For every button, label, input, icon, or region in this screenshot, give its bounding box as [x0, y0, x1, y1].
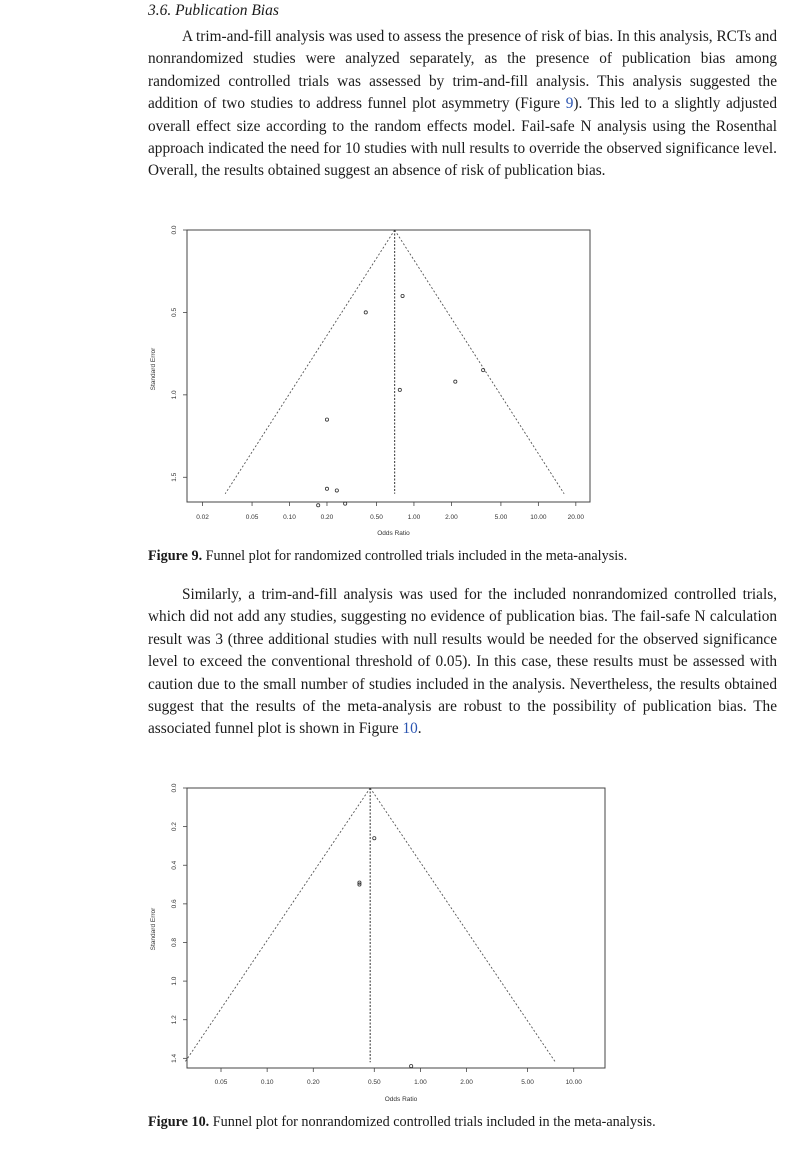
x-tick-label: 10.00 — [565, 1079, 582, 1086]
x-tick-label: 0.20 — [306, 1079, 320, 1086]
paragraph-2 — [148, 584, 777, 741]
y-tick-label: 1.0 — [171, 976, 178, 986]
x-tick-label: 0.50 — [370, 514, 383, 521]
x-axis-label: Odds Ratio — [377, 530, 410, 537]
study-point — [454, 380, 457, 383]
x-tick-label: 0.10 — [260, 1079, 274, 1086]
paragraph-1-text-b: ). This led to a slightly adjusted overall effect size according to the random effects model. Fail-safe N analysis using the Rosenthal approach indicated the need for 10 studies with null results to override the observed significance level. Overall, the results obtained suggest an absence of risk of publication bias. — [148, 95, 777, 180]
figure-10-link[interactable]: 10 — [402, 720, 418, 738]
y-tick-label: 1.0 — [171, 390, 178, 400]
x-tick-label: 0.10 — [283, 514, 296, 521]
y-tick-label: 0.0 — [171, 783, 178, 793]
x-tick-label: 10.00 — [530, 514, 547, 521]
figure-10-caption-label: Figure 10. — [148, 1114, 210, 1130]
plot-frame — [187, 230, 590, 502]
study-point — [335, 489, 338, 492]
study-point — [317, 504, 320, 507]
y-tick-label: 0.5 — [171, 307, 178, 317]
figure-9-caption — [148, 548, 627, 565]
figure-9-link[interactable]: 9 — [565, 95, 574, 113]
x-tick-label: 0.05 — [245, 514, 259, 521]
paragraph-1-text-a: A trim-and-fill analysis was used to assess the presence of risk of bias. In this analysis, RCTs and nonrandomized studies were analyzed separately, as the presence of publication bias among randomized controlled trials was assessed by trim-and-fill analysis. This analysis suggested the addition of two studies to address funnel plot asymmetry (Figure — [148, 28, 777, 113]
x-tick-label: 20.00 — [567, 514, 584, 521]
study-point — [482, 369, 485, 372]
y-axis-label: Standard Error — [150, 347, 157, 391]
paragraph-2-text-b: . — [417, 720, 422, 738]
y-tick-label: 1.2 — [171, 1015, 178, 1025]
study-point — [364, 311, 367, 314]
x-tick-label: 0.05 — [214, 1079, 228, 1086]
x-tick-label: 5.00 — [494, 514, 508, 521]
x-axis-label: Odds Ratio — [384, 1096, 418, 1103]
x-tick-label: 1.00 — [414, 1079, 427, 1086]
section-heading: 3.6. Publication Bias — [148, 2, 279, 19]
study-point — [398, 388, 401, 391]
y-tick-label: 0.0 — [171, 225, 178, 235]
x-tick-label: 2.00 — [445, 514, 458, 521]
y-tick-label: 1.5 — [171, 472, 178, 482]
figure-10-caption-text: Funnel plot for nonrandomized controlled trials included in the meta-analysis. — [209, 1114, 656, 1130]
y-tick-label: 0.6 — [171, 899, 178, 909]
funnel-left-line — [225, 230, 394, 494]
y-tick-label: 1.4 — [171, 1053, 178, 1063]
study-point — [401, 294, 404, 297]
x-tick-label: 0.02 — [196, 514, 209, 521]
x-tick-label: 2.00 — [460, 1079, 473, 1086]
y-tick-label: 0.8 — [171, 937, 178, 948]
y-tick-label: 0.4 — [171, 860, 178, 870]
x-tick-label: 0.50 — [367, 1079, 381, 1086]
study-point — [325, 418, 328, 421]
x-tick-label: 0.20 — [320, 514, 334, 521]
x-tick-label: 5.00 — [521, 1079, 534, 1086]
figure-10-caption — [148, 1114, 656, 1131]
study-point — [325, 487, 328, 490]
funnel-right-line — [395, 230, 564, 494]
x-tick-label: 1.00 — [407, 514, 421, 521]
figure-9-caption-label: Figure 9. — [148, 548, 203, 564]
y-axis-label: Standard Error — [150, 907, 157, 951]
paragraph-2-text-a: Similarly, a trim-and-fill analysis was used for the included nonrandomized controlled trials, which did not add any studies, suggesting no evidence of publication bias. The fail-safe N calculation result was 3 (three additional studies with null results would be needed for the observed significance level to exceed the conventional threshold of 0.05). In this case, these results must be assessed with caution due to the small number of studies included in the analysis. Nevertheless, the results obtained suggest that the results of the meta-analysis are robust to the possibility of publication bias. The associated funnel plot is shown in Figure — [148, 586, 777, 738]
figure-9-caption-text: Funnel plot for randomized controlled trials included in the meta-analysis. — [202, 548, 628, 564]
y-tick-label: 0.2 — [171, 822, 178, 832]
study-point — [344, 502, 347, 505]
